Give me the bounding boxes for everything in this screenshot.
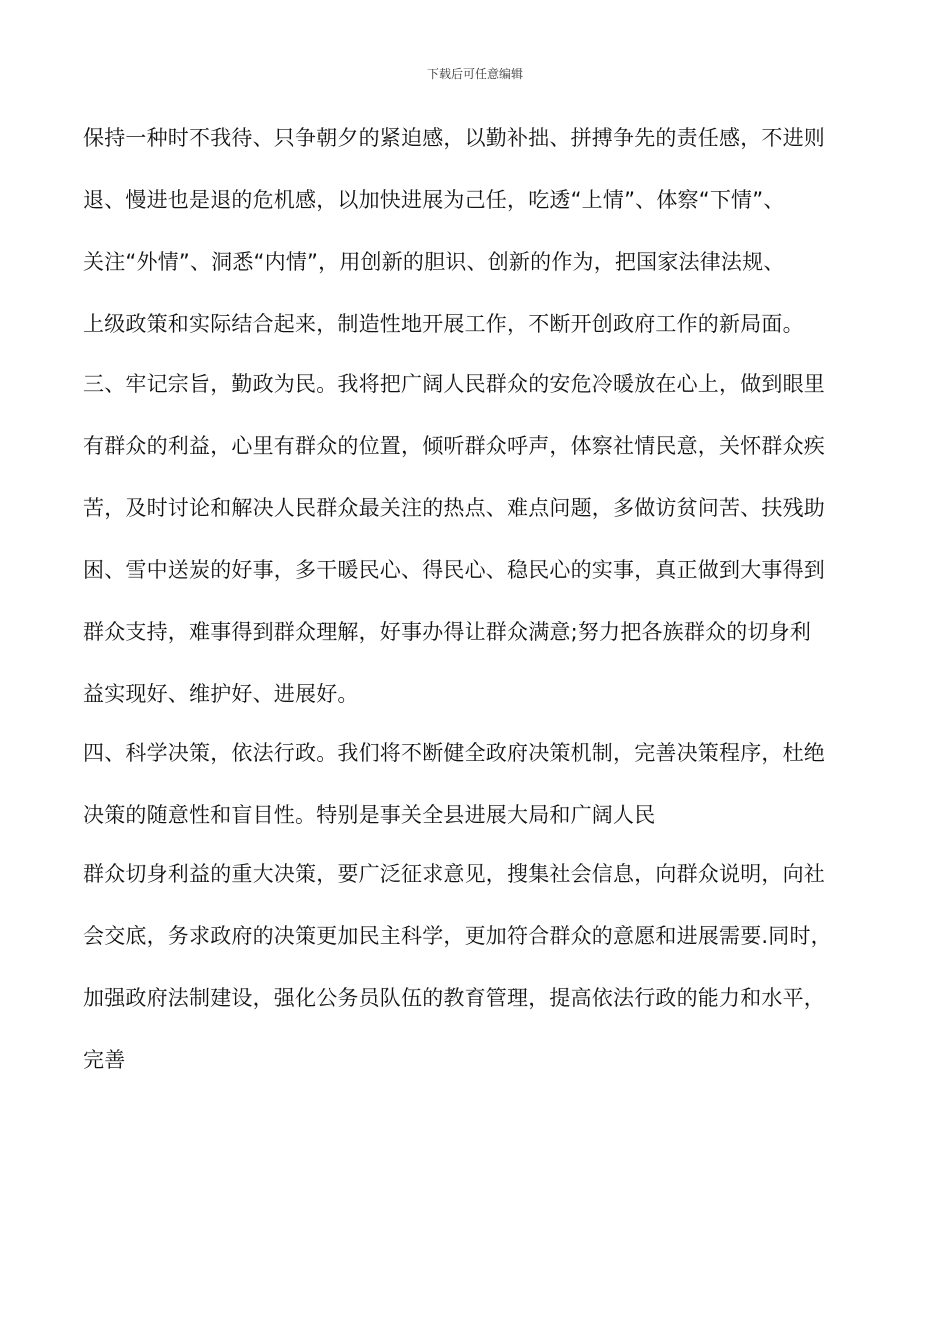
body-line: 益实现好、维护好、进展好。 [83,682,359,706]
body-line: 四、科学决策，依法行政。我们将不断健全政府决策机制，完善决策程序，杜绝 [83,741,825,765]
body-line: 退、慢进也是退的危机感，以加快进展为己任，吃透“上情”、体察“下情”、 [83,188,785,212]
body-line: 有群众的利益，心里有群众的位置，倾听群众呼声，体察社情民意，关怀群众疾 [83,434,825,458]
body-line: 关注“外情”、洞悉“内情”，用创新的胆识、创新的作为，把国家法律法规、 [83,250,785,274]
body-line: 决策的随意性和盲目性。特别是事关全县进展大局和广阔人民 [83,803,656,827]
body-line: 三、牢记宗旨，勤政为民。我将把广阔人民群众的安危冷暖放在心上，做到眼里 [83,372,825,396]
body-line: 保持一种时不我待、只争朝夕的紧迫感，以勤补拙、拼搏争先的责任感，不进则 [83,126,825,150]
body-line: 完善 [83,1048,126,1072]
header-note: 下载后可任意编辑 [426,67,523,81]
body-line: 苦，及时讨论和解决人民群众最关注的热点、难点问题，多做访贫问苦、扶残助 [83,496,825,520]
body-line: 群众切身利益的重大决策，要广泛征求意见，搜集社会信息，向群众说明，向社 [83,862,825,886]
body-line: 会交底，务求政府的决策更加民主科学，更加符合群众的意愿和进展需要.同时， [83,924,832,948]
body-line: 困、雪中送炭的好事，多干暖民心、得民心、稳民心的实事，真正做到大事得到 [83,558,825,582]
body-line: 上级政策和实际结合起来，制造性地开展工作，不断开创政府工作的新局面。 [83,312,804,336]
body-line: 群众支持，难事得到群众理解，好事办得让群众满意;努力把各族群众的切身利 [83,620,812,644]
body-line: 加强政府法制建设，强化公务员队伍的教育管理，提高依法行政的能力和水平， [83,986,825,1010]
